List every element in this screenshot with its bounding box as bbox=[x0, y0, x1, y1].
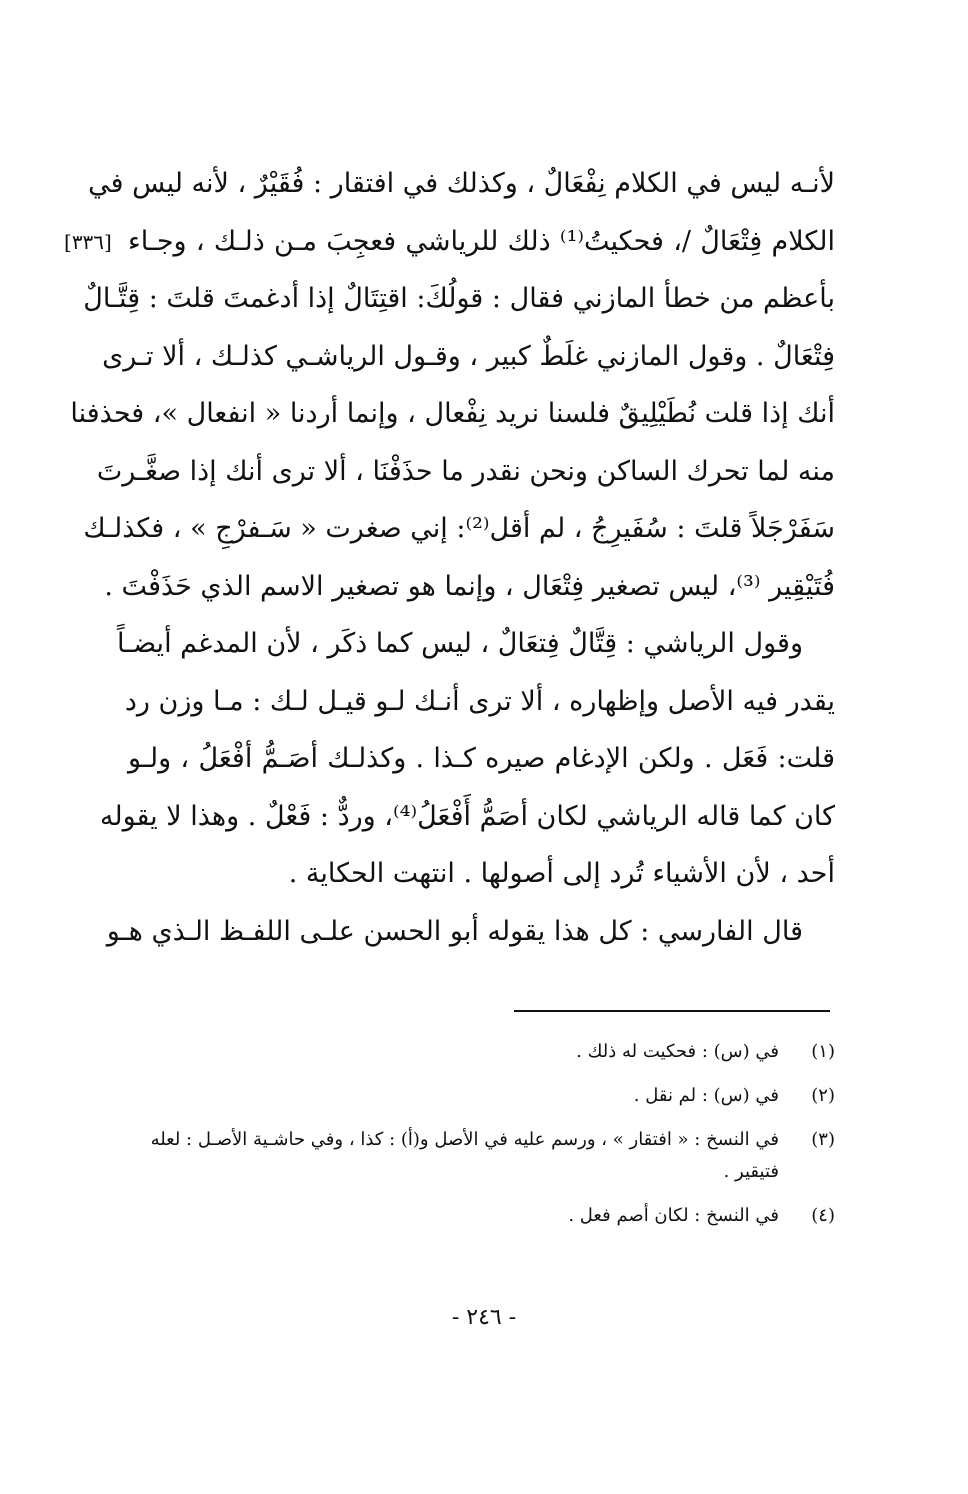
text-line: بأعظم من خطأ المازني فقال : قولُكَ: اقتِتَالٌ إذا أدغمتَ قلتَ : قِتَّـالٌ bbox=[83, 283, 835, 314]
text-line: فُتَيْقِير ⁽³⁾، ليس تصغير فِتْعَال ، وإنما هو تصغير الاسم الذي حَذَفْتَ . bbox=[104, 570, 835, 602]
text-line: كان كما قاله الرياشي لكان أصَمُّ أَفْعَلُ⁽⁴⁾، وردٌّ : فَعْلٌ . وهذا لا يقوله bbox=[99, 800, 835, 832]
footnote-item bbox=[128, 1080, 835, 1112]
footnote-number: (٢) bbox=[811, 1085, 835, 1106]
text-line: سَفَرْجَلاً قلتَ : سُفَيرِجُ ، لم أقل⁽²⁾: إني صغرت « سَـفرْجِ » ، فكذلـك bbox=[83, 513, 835, 544]
footnote-text: في (س) : لم نقل . bbox=[633, 1085, 779, 1106]
footnote-separator bbox=[514, 1010, 830, 1012]
footnote-item bbox=[128, 1200, 835, 1232]
footnote-text: في (س) : فحكيت له ذلك . bbox=[576, 1041, 779, 1062]
footnote-item bbox=[128, 1124, 835, 1188]
footnote-number: (٤) bbox=[811, 1205, 835, 1226]
text-line: منه لما تحرك الساكن ونحن نقدر ما حذَفْنَا ، ألا ترى أنك إذا صغَّـرتَ bbox=[96, 455, 835, 487]
page-number: - ٢٤٦ - bbox=[451, 1305, 517, 1330]
text-line: قلت: فَعَل . ولكن الإدغام صيره كـذا . وكذلـك أصَـمُّ أفْعَلُ ، ولـو bbox=[128, 743, 835, 774]
text-line: أحد ، لأن الأشياء تُرد إلى أصولها . انتهت الحكاية . bbox=[288, 858, 835, 889]
footnote-number: (١) bbox=[811, 1041, 835, 1062]
footnote-text: في النسخ : « افتقار » ، ورسم عليه في الأصل و(أ) : كذا ، وفي حاشـية الأصـل : لعله فتيقير . bbox=[150, 1129, 779, 1182]
footnote-number: (٣) bbox=[811, 1129, 835, 1150]
text-line: قال الفارسي : كل هذا يقوله أبو الحسن علـى اللفـظ الـذي هـو bbox=[106, 915, 803, 947]
text-line: وقول الرياشي : قِتَّالٌ فِتعَالٌ ، ليس كما ذكَر ، لأن المدغم أيضـاً bbox=[117, 628, 803, 659]
text-line: لأنـه ليس في الكلام نِفْعَالٌ ، وكذلك في افتقار : فُقَيْرٌ ، لأنه ليس في bbox=[88, 168, 835, 199]
margin-manuscript-reference: [٣٣٦] bbox=[64, 230, 112, 254]
footnotes-section bbox=[128, 1036, 835, 1244]
text-line: الكلام فِتْعَالٌ /، فحكيتُ⁽¹⁾ ذلك للرياشي فعجِبَ مـن ذلـك ، وجـاء bbox=[128, 225, 835, 257]
text-line: فِتْعَالٌ . وقول المازني غلَطٌ كبير ، وقـول الرياشـي كذلـك ، ألا تـرى bbox=[102, 340, 835, 372]
text-line: أنك إذا قلت نُطَيْلِيقٌ فلسنا نريد نِفْعال ، وإنما أردنا « انفعال »، فحذفنا bbox=[70, 398, 835, 429]
footnote-text: في النسخ : لكان أصم فعل . bbox=[568, 1205, 779, 1226]
text-line: يقدر فيه الأصل وإظهاره ، ألا ترى أنـك لـو قيـل لـك : مـا وزن رد bbox=[124, 685, 835, 717]
footnote-item bbox=[128, 1036, 835, 1068]
